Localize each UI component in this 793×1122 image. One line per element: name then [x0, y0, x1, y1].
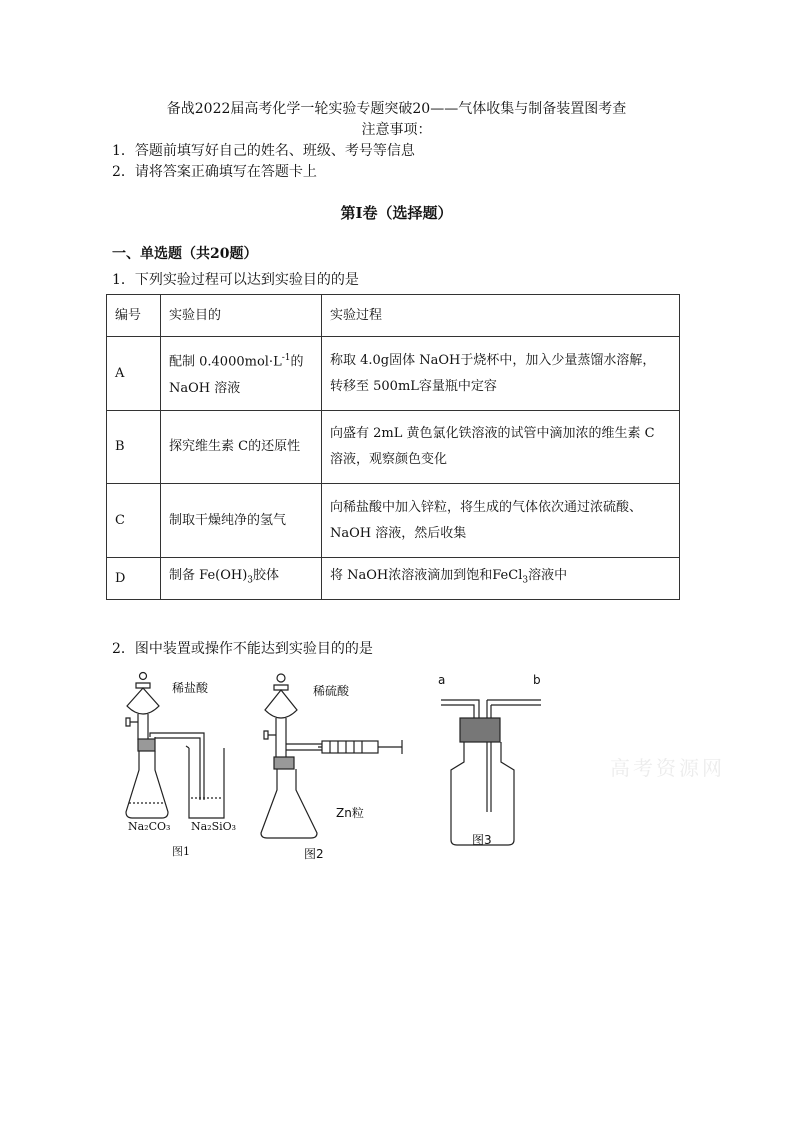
- header-cell-process: 实验过程: [322, 295, 680, 337]
- cell-purpose: 配制 $0.4000mol\cdot L^{-1}$的 NaOH 溶液: [161, 337, 322, 411]
- cell-id: C: [107, 484, 161, 558]
- q1-stem: 1．下列实验过程可以达到实验目的的是: [112, 272, 359, 288]
- fig2-funnel-label: 稀硫酸: [313, 684, 350, 698]
- fig2-solid-label: Zn粒: [336, 806, 364, 820]
- cell-id: D: [107, 558, 161, 600]
- cell-process: 将 NaOH浓溶液滴加到饱和FeCl$_3$溶液中: [322, 558, 680, 600]
- fig1-flask-label: Na₂CO₃: [128, 820, 171, 833]
- notice-item-1: 1．答题前填写好自己的姓名、班级、考号等信息: [112, 143, 415, 159]
- fig3-port-b: b: [533, 673, 541, 687]
- fig1-funnel-label: 稀盐酸: [172, 681, 209, 695]
- cell-process: 向盛有 2mL 黄色氯化铁溶液的试管中滴加浓的维生素 C 溶液，观察颜色变化: [322, 411, 680, 484]
- section-title: 第I卷（选择题）: [340, 204, 453, 222]
- notice-heading: 注意事项：: [361, 122, 432, 138]
- figure-3-apparatus: [441, 700, 541, 845]
- fig2-caption: 图2: [304, 847, 324, 861]
- header-cell-id: 编号: [107, 295, 161, 337]
- q2-stem: 2．图中装置或操作不能达到实验目的的是: [112, 641, 373, 657]
- cell-purpose: 制备 $Fe(OH)_3$胶体: [161, 558, 322, 600]
- fig3-caption: 图3: [472, 833, 492, 847]
- cell-purpose: 探究维生素 C的还原性: [161, 411, 322, 484]
- watermark: 高考资源网: [610, 756, 725, 780]
- part-heading: 一、单选题（共20题）: [112, 246, 258, 262]
- cell-process: 称取 4.0g固体 NaOH于烧杯中，加入少量蒸馏水溶解， 转移至 500mL容量瓶中定容: [322, 337, 680, 411]
- cell-id: A: [107, 337, 161, 411]
- cell-id: B: [107, 411, 161, 484]
- notice-item-2: 2．请将答案正确填写在答题卡上: [112, 164, 317, 180]
- document-title: 备战2022届高考化学一轮实验专题突破20——气体收集与制备装置图考查: [166, 101, 627, 117]
- cell-purpose: 制取干燥纯净的氢气: [161, 484, 322, 558]
- header-cell-purpose: 实验目的: [161, 295, 322, 337]
- cell-process: 向稀盐酸中加入锌粒，将生成的气体依次通过浓硫酸、 NaOH 溶液，然后收集: [322, 484, 680, 558]
- fig1-caption: 图1: [172, 845, 190, 858]
- fig1-beaker-label: Na₂SiO₃: [191, 820, 237, 833]
- fig3-port-a: a: [438, 673, 446, 687]
